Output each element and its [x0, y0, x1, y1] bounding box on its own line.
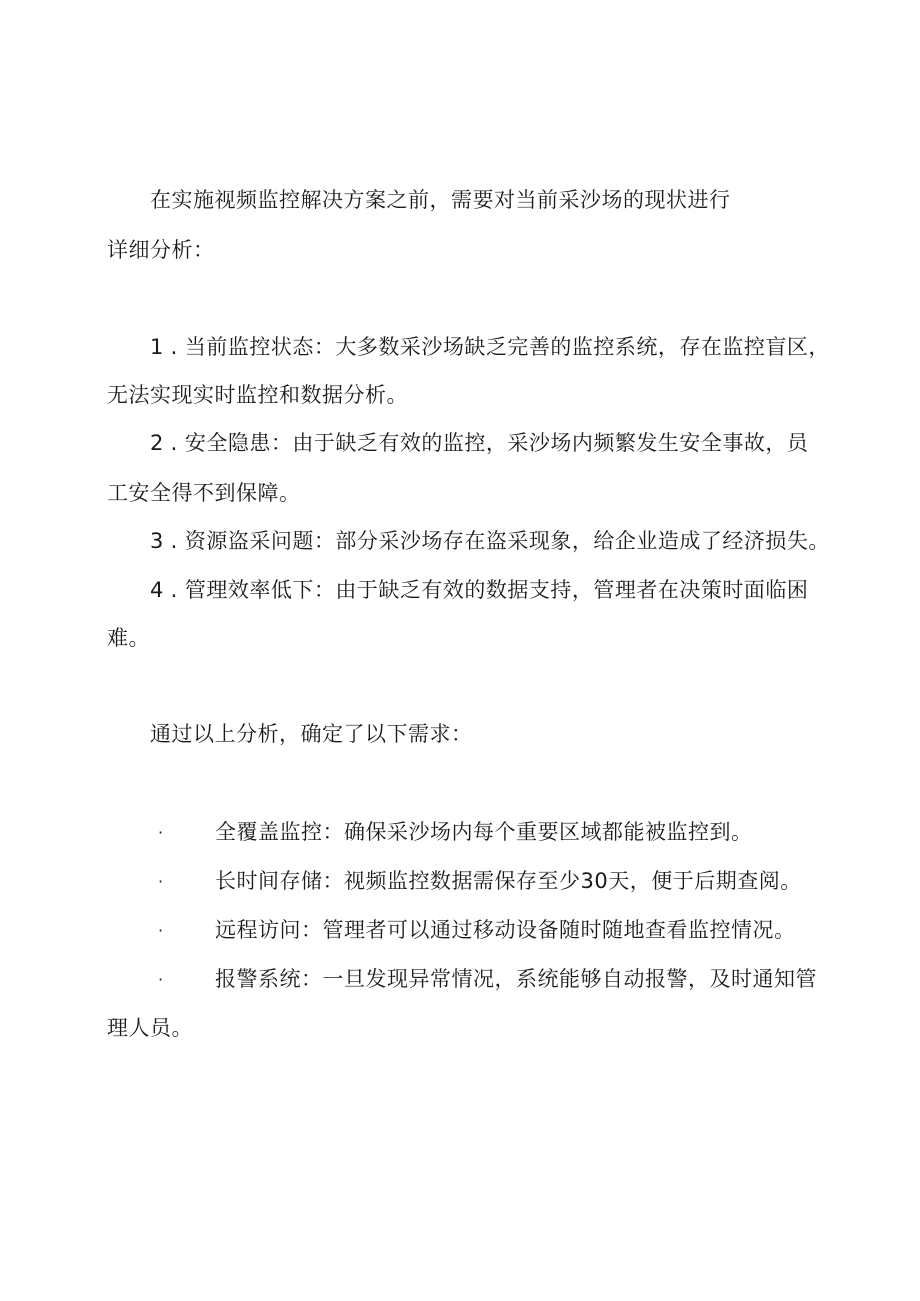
- requirement-item-2: 长时间存储：视频监控数据需保存至少30天，便于后期查阅。: [215, 869, 802, 893]
- analysis-item-text: . 管理效率低下：由于缺乏有效的数据支持，管理者在决策时面临困: [170, 578, 809, 602]
- bullet-dot: ·: [158, 823, 164, 842]
- analysis-item-1-cont: 无法实现实时监控和数据分析。: [107, 383, 408, 407]
- analysis-item-text: . 资源盗采问题：部分采沙场存在盗采现象，给企业造成了经济损失。: [170, 529, 830, 553]
- analysis-item-number: 2: [150, 431, 164, 455]
- bullet-dot: ·: [158, 921, 164, 940]
- bullet-dot: ·: [158, 872, 164, 891]
- bullet-dot: ·: [158, 970, 164, 989]
- analysis-item-1: [150, 332, 830, 362]
- summary-line: 通过以上分析，确定了以下需求：: [150, 722, 473, 746]
- analysis-item-4-cont: 难。: [107, 626, 150, 650]
- analysis-item-2-cont: 工安全得不到保障。: [107, 481, 301, 505]
- analysis-item-4: [150, 575, 808, 605]
- analysis-item-text: . 安全隐患：由于缺乏有效的监控，采沙场内频繁发生安全事故，员: [170, 431, 809, 455]
- requirement-item-1: 全覆盖监控：确保采沙场内每个重要区域都能被监控到。: [215, 820, 753, 844]
- analysis-item-number: 3: [150, 529, 164, 553]
- requirement-item-4-cont: 理人员。: [107, 1016, 193, 1040]
- analysis-item-number: 1: [150, 335, 164, 359]
- intro-line-1: 在实施视频监控解决方案之前，需要对当前采沙场的现状进行: [150, 188, 731, 212]
- intro-line-2: 详细分析：: [107, 238, 215, 262]
- analysis-item-number: 4: [150, 578, 164, 602]
- requirement-item-3: 远程访问：管理者可以通过移动设备随时随地查看监控情况。: [215, 918, 796, 942]
- analysis-item-2: [150, 428, 808, 458]
- analysis-item-text: . 当前监控状态：大多数采沙场缺乏完善的监控系统，存在监控盲区，: [170, 335, 830, 359]
- requirement-item-4: 报警系统：一旦发现异常情况，系统能够自动报警，及时通知管: [215, 967, 817, 991]
- analysis-item-3: [150, 526, 830, 556]
